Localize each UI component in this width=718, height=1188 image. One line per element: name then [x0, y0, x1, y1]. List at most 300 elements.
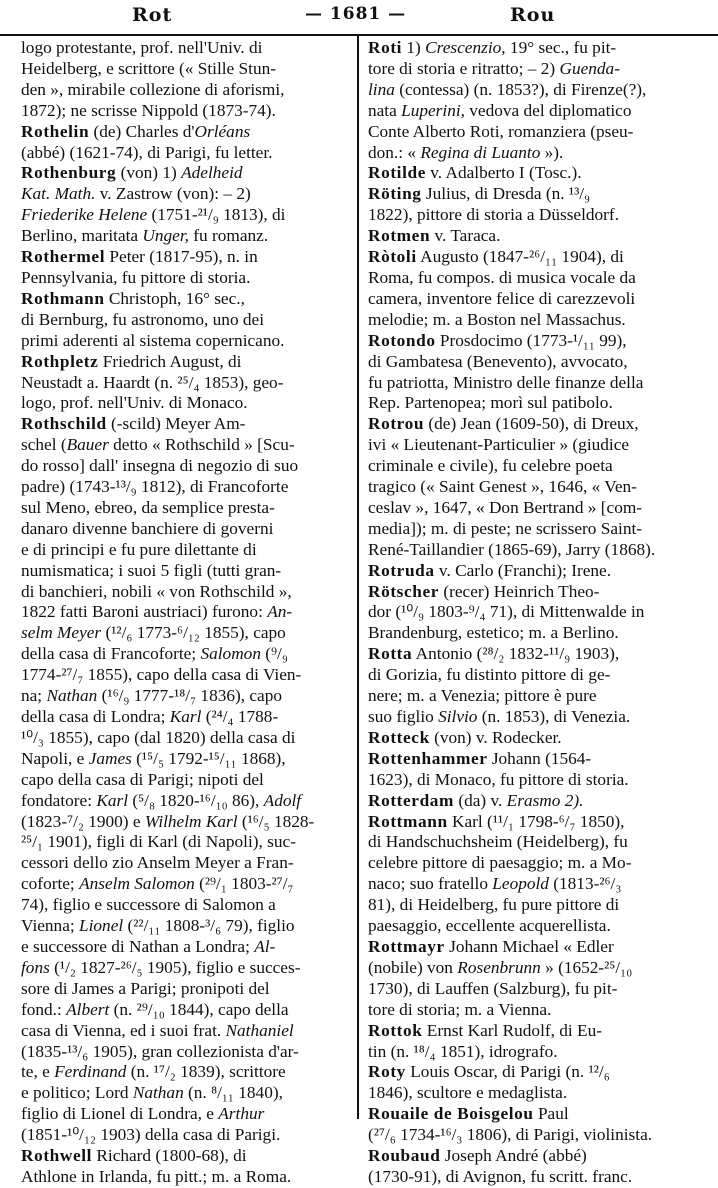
text-line: [368, 937, 698, 958]
italic-text: James: [88, 748, 132, 768]
text-line: [368, 38, 698, 59]
body-text: Pennsylvania, fu pittore di storia.: [21, 267, 251, 287]
entry-headword: Rothschild: [21, 414, 107, 434]
body-text: 19° sec., fu pit-: [505, 38, 617, 57]
body-text: fondatore:: [21, 790, 97, 810]
body-text: (de) Charles d': [89, 121, 195, 141]
italic-text: Anselm Salomon: [79, 874, 195, 894]
text-line: [21, 289, 349, 310]
body-text: (¹⁵/₅ 1792-¹⁵/₁₁ 1868),: [131, 748, 286, 768]
page-header: [0, 0, 718, 36]
body-text: (1813-²⁶/₃: [548, 874, 622, 894]
text-line: [21, 832, 349, 853]
body-text: (1751-²¹/₉ 1813), di: [147, 205, 286, 225]
body-text: 1872); ne scrisse Nippold (1873-74).: [21, 100, 276, 120]
text-line: [21, 979, 349, 1000]
text-line: [368, 791, 698, 812]
text-line: [21, 414, 349, 435]
italic-text: Silvio: [438, 707, 478, 726]
text-line: [368, 623, 698, 644]
italic-text: Kat. Math.: [21, 184, 96, 204]
header-left-keyword: Rot: [132, 4, 173, 26]
italic-text: Adelheid: [181, 163, 243, 183]
body-text: Karl (¹¹/₁ 1798-⁶/₇ 1850),: [447, 811, 625, 831]
body-text: di banchieri, nobili « von Rothschild »,: [21, 581, 292, 601]
body-text: (1730-91), di Avignon, fu scritt. franc.: [368, 1166, 633, 1186]
body-text: 1730), di Lauffen (Salzburg), fu pit-: [368, 978, 618, 998]
body-text: Heidelberg, e scrittore (« Stille Stun-: [21, 58, 276, 78]
text-line: [21, 205, 349, 226]
body-text: vedova del diplomatico: [464, 100, 632, 120]
body-text: Antonio (²⁸/₂ 1832-¹¹/₉ 1903),: [412, 644, 620, 664]
body-text: 81), di Heidelberg, fu pure pittore di: [368, 895, 620, 915]
text-line: [368, 749, 698, 770]
text-line: [21, 791, 349, 812]
left-column: [21, 38, 349, 1188]
italic-text: Guenda-: [559, 58, 620, 78]
body-text: (²⁹/₁ 1803-²⁷/₇: [194, 874, 294, 894]
text-line: [368, 80, 698, 101]
entry-headword: Rottok: [368, 1020, 423, 1040]
italic-text: Leopold: [492, 874, 549, 894]
body-text: sul Meno, ebreo, da semplice presta-: [21, 497, 275, 517]
text-line: [368, 498, 698, 519]
body-text: Napoli, e: [21, 748, 89, 768]
body-text: schel (: [21, 435, 67, 455]
body-text: Johann Michael « Edler: [444, 936, 614, 956]
entry-headword: Roubaud: [368, 1146, 441, 1166]
text-line: [21, 561, 349, 582]
entry-headword: Rothmann: [21, 288, 105, 308]
text-line: [21, 80, 349, 101]
body-text: logo protestante, prof. nell'Univ. di: [21, 38, 263, 57]
body-text: v. Zastrow (von): – 2): [95, 184, 251, 204]
text-line: [368, 101, 698, 122]
body-text: e di principi e fu pure dilettante di: [21, 539, 257, 559]
body-text: 1623), di Monaco, fu pittore di storia.: [368, 769, 629, 789]
text-line: [21, 602, 349, 623]
text-line: [368, 916, 698, 937]
body-text: (²⁴/₄ 1788-: [201, 707, 279, 726]
italic-text: Adolf: [263, 790, 302, 810]
text-line: [368, 665, 698, 686]
text-line: [368, 1083, 698, 1104]
text-line: [368, 832, 698, 853]
body-text: Neustadt a. Haardt (n. ²⁵/₄ 1853), geo-: [21, 372, 284, 392]
entry-headword: Rottmann: [368, 811, 448, 831]
italic-text: Regina di Luanto: [420, 142, 541, 162]
body-text: 1822), pittore di storia a Düsseldorf.: [368, 205, 620, 225]
body-text: v. Taraca.: [430, 226, 501, 246]
body-text: Richard (1800-68), di: [92, 1146, 247, 1166]
italic-text: Arthur: [218, 1104, 265, 1124]
text-line: [368, 1062, 698, 1083]
text-line: [21, 226, 349, 247]
entry-headword: Rotmen: [368, 226, 431, 246]
text-line: [368, 477, 698, 498]
entry-headword: Rotrou: [368, 414, 425, 434]
text-line: [368, 812, 698, 833]
text-line: [21, 644, 349, 665]
body-text: Joseph André (abbé): [440, 1146, 587, 1166]
body-text: (von) v. Rodecker.: [429, 727, 562, 747]
text-line: [21, 247, 349, 268]
body-text: logo, prof. nell'Univ. di Monaco.: [21, 393, 248, 413]
italic-text: Luperini,: [401, 100, 465, 120]
body-text: (⁹/₉: [260, 644, 288, 664]
italic-text: Erasmo 2).: [506, 790, 584, 810]
text-line: [368, 1000, 698, 1021]
body-text: tin (n. ¹⁸/₄ 1851), idrografo.: [368, 1041, 558, 1061]
body-text: (recer) Heinrich Theo-: [439, 581, 600, 601]
body-text: (contessa) (n. 1853?), di Firenze(?),: [394, 79, 647, 99]
text-line: [21, 435, 349, 456]
text-line: [21, 1146, 349, 1167]
body-text: Friedrich August, di: [98, 351, 242, 371]
text-line: [368, 59, 698, 80]
text-line: [21, 101, 349, 122]
italic-text: Albert: [66, 999, 110, 1019]
body-text: Conte Alberto Roti, romanziera (pseu-: [368, 121, 634, 141]
text-line: [21, 853, 349, 874]
body-text: Augusto (1847-²⁶/₁₁ 1904), di: [416, 247, 624, 267]
body-text: Peter (1817-95), n. in: [105, 247, 258, 267]
body-text: Johann (1564-: [487, 748, 592, 768]
body-text: 1): [402, 38, 426, 57]
text-line: [368, 707, 698, 728]
italic-text: Nathan: [132, 1083, 184, 1103]
text-line: [368, 1021, 698, 1042]
text-line: [368, 414, 698, 435]
text-line: [21, 331, 349, 352]
body-text: (²²/₁₁ 1808-³/₆ 79), figlio: [123, 916, 295, 936]
text-line: [21, 916, 349, 937]
body-text: 1846), scultore e medaglista.: [368, 1083, 568, 1103]
text-line: [368, 540, 698, 561]
text-line: [21, 770, 349, 791]
text-line: [368, 143, 698, 164]
text-line: [21, 623, 349, 644]
text-line: [21, 874, 349, 895]
text-line: [21, 540, 349, 561]
body-text: » (1652-²⁵/₁₀: [540, 957, 633, 977]
text-line: [21, 393, 349, 414]
body-text: (¹²/₆ 1773-⁶/₁₂ 1855), capo: [101, 623, 286, 643]
text-line: [368, 853, 698, 874]
text-line: [368, 582, 698, 603]
entry-headword: Röting: [368, 184, 422, 204]
body-text: Louis Oscar, di Parigi (n. ¹²/₆: [405, 1062, 610, 1082]
body-text: 74), figlio e successore di Salomon a: [21, 895, 276, 915]
text-line: [21, 163, 349, 184]
entry-headword: Rotondo: [368, 330, 436, 350]
text-line: [368, 184, 698, 205]
body-text: ivi « Lieutenant-Particulier » (giudice: [368, 435, 630, 455]
italic-text: Friederike Helene: [21, 205, 148, 225]
entry-headword: Rouaile de Boisgelou: [368, 1104, 534, 1124]
body-text: te, e: [21, 1062, 55, 1082]
body-text: v. Adalberto I (Tosc.).: [425, 163, 582, 183]
text-line: [368, 122, 698, 143]
body-text: coforte;: [21, 874, 80, 894]
text-line: [21, 477, 349, 498]
text-line: [21, 59, 349, 80]
text-line: [368, 686, 698, 707]
text-line: [21, 707, 349, 728]
body-text: (nobile) von: [368, 957, 458, 977]
text-line: [21, 310, 349, 331]
text-line: [368, 393, 698, 414]
body-text: celebre pittore di paesaggio; m. a Mo-: [368, 853, 632, 873]
page-number: — 1681 —: [305, 4, 407, 24]
body-text: camera, inventore felice di carezzevoli: [368, 288, 636, 308]
text-line: [21, 352, 349, 373]
body-text: di Bernburg, fu astronomo, uno dei: [21, 309, 265, 329]
body-text: Brandenburg, estetico; m. a Berlino.: [368, 623, 619, 643]
text-line: [368, 352, 698, 373]
entry-headword: Rothpletz: [21, 351, 99, 371]
text-line: [368, 958, 698, 979]
body-text: naco; suo fratello: [368, 874, 493, 894]
body-text: Ernst Karl Rudolf, di Eu-: [422, 1020, 602, 1040]
body-text: (n. ¹⁷/₂ 1839), scrittore: [126, 1062, 286, 1082]
cut-off-bottom-line: [0, 1120, 718, 1133]
text-line: [368, 373, 698, 394]
italic-text: An-: [267, 602, 293, 622]
text-line: [21, 937, 349, 958]
body-text: suo figlio: [368, 707, 439, 726]
entry-headword: Roty: [368, 1062, 406, 1082]
italic-text: Nathan: [46, 686, 98, 706]
entry-headword: Ròtoli: [368, 247, 417, 267]
italic-text: Orléans: [194, 121, 251, 141]
italic-text: Crescenzio,: [425, 38, 506, 57]
text-line: [21, 582, 349, 603]
text-line: [21, 1167, 349, 1188]
text-line: [368, 435, 698, 456]
body-text: den », mirabile collezione di aforismi,: [21, 79, 285, 99]
right-column: [368, 38, 698, 1188]
body-text: (¹/₂ 1827-²⁶/₅ 1905), figlio e succes-: [49, 957, 301, 977]
entry-headword: Rotteck: [368, 727, 430, 747]
body-text: casa di Vienna, ed i suoi frat.: [21, 1020, 226, 1040]
body-text: (abbé) (1621-74), di Parigi, fu letter.: [21, 142, 273, 162]
body-text: ¹⁰/₃ 1855), capo (dal 1820) della casa di: [21, 727, 296, 747]
text-line: [368, 644, 698, 665]
body-text: tore di storia; m. a Vienna.: [368, 999, 552, 1019]
entry-headword: Rothelin: [21, 121, 90, 141]
entry-headword: Rotta: [368, 644, 413, 664]
text-line: [368, 519, 698, 540]
text-line: [368, 268, 698, 289]
italic-text: Al-: [254, 936, 276, 956]
text-line: [368, 289, 698, 310]
text-line: [368, 770, 698, 791]
text-line: [368, 602, 698, 623]
italic-text: Lionel: [79, 916, 124, 936]
body-text: cessori dello zio Anselm Meyer a Fran-: [21, 853, 294, 873]
entry-headword: Roti: [368, 38, 403, 57]
text-line: [21, 686, 349, 707]
body-text: danaro divenne banchiere di governi: [21, 518, 274, 538]
italic-text: Rosenbrunn: [457, 957, 541, 977]
entry-headword: Rothermel: [21, 247, 106, 267]
body-text: Paul: [533, 1104, 569, 1124]
text-line: [368, 561, 698, 582]
body-text: (1851-¹⁰/₁₂ 1903) della casa di Parigi.: [21, 1125, 281, 1145]
body-text: figlio di Lionel di Londra, e: [21, 1104, 219, 1124]
body-text: dor (¹⁰/₉ 1803-⁹/₄ 71), di Mittenwalde in: [368, 602, 645, 622]
text-line: [21, 895, 349, 916]
italic-text: Karl: [96, 790, 129, 810]
body-text: di Handschuchsheim (Heidelberg), fu: [368, 832, 628, 852]
italic-text: Bauer: [66, 435, 109, 455]
text-line: [21, 1083, 349, 1104]
body-text: na;: [21, 686, 47, 706]
body-text: di Gambatesa (Benevento), avvocato,: [368, 351, 628, 371]
body-text: melodie; m. a Boston nel Massachus.: [368, 309, 626, 329]
text-line: [21, 122, 349, 143]
text-line: [21, 958, 349, 979]
italic-text: Karl: [169, 707, 202, 726]
text-line: [368, 895, 698, 916]
text-line: [21, 456, 349, 477]
entry-headword: Rotruda: [368, 560, 435, 580]
text-line: [21, 268, 349, 289]
body-text: (1835-¹³/₆ 1905), gran collezionista d'ar-: [21, 1041, 299, 1061]
body-text: ²⁵/₁ 1901), figli di Karl (di Napoli), suc-: [21, 832, 296, 852]
body-text: fu patriotta, Ministro delle finanze della: [368, 372, 644, 392]
entry-headword: Rottenhammer: [368, 748, 488, 768]
body-text: nata: [368, 100, 402, 120]
body-text: numismatica; i suoi 5 figli (tutti gran-: [21, 560, 282, 580]
body-text: (¹⁶/₉ 1777-¹⁸/₇ 1836), capo: [97, 686, 283, 706]
body-text: (n. ²⁹/₁₀ 1844), capo della: [109, 999, 289, 1019]
text-line: [368, 1042, 698, 1063]
text-line: [21, 1021, 349, 1042]
text-line: [368, 310, 698, 331]
italic-text: Ferdinand: [54, 1062, 127, 1082]
text-line: [21, 38, 349, 59]
text-line: [368, 728, 698, 749]
italic-text: selm Meyer: [21, 623, 102, 643]
body-text: fu romanz.: [188, 226, 269, 246]
body-text: padre) (1743-¹³/₉ 1812), di Francoforte: [21, 477, 289, 497]
body-text: don.: «: [368, 142, 421, 162]
body-text: nere; m. a Venezia; pittore è pure: [368, 686, 597, 706]
body-text: criminale e civile), fu celebre poeta: [368, 456, 613, 476]
text-line: [368, 226, 698, 247]
body-text: detto « Rothschild » [Scu-: [108, 435, 295, 455]
italic-text: fons: [21, 957, 50, 977]
text-line: [368, 1167, 698, 1188]
text-line: [21, 1000, 349, 1021]
body-text: »).: [540, 142, 564, 162]
text-line: [21, 1042, 349, 1063]
text-line: [368, 331, 698, 352]
entry-headword: Rotterdam: [368, 790, 455, 810]
body-text: Athlone in Irlanda, fu pitt.; m. a Roma.: [21, 1166, 292, 1186]
body-text: do rosso] dall' insegna di negozio di suo: [21, 456, 299, 476]
text-line: [21, 143, 349, 164]
text-line: [21, 728, 349, 749]
body-text: (⁵/₈ 1820-¹⁶/₁₀ 86),: [128, 790, 264, 810]
header-right-keyword: Rou: [510, 4, 556, 26]
body-text: Prosdocimo (1773-¹/₁₁ 99),: [435, 330, 627, 350]
text-line: [368, 456, 698, 477]
body-text: (¹⁶/₅ 1828-: [237, 811, 315, 831]
body-text: capo della casa di Parigi; nipoti del: [21, 769, 264, 789]
text-line: [21, 498, 349, 519]
body-text: Julius, di Dresda (n. ¹³/₉: [421, 184, 591, 204]
text-line: [21, 373, 349, 394]
body-text: (da) v.: [454, 790, 507, 810]
body-text: ceslav », 1647, « Don Bertrand » [com-: [368, 497, 643, 517]
entry-headword: Rottmayr: [368, 936, 445, 956]
body-text: Vienna;: [21, 916, 79, 936]
body-text: René-Taillandier (1865-69), Jarry (1868).: [368, 539, 656, 559]
body-text: (n. 1853), di Venezia.: [477, 707, 631, 726]
body-text: sore di James a Parigi; pronipoti del: [21, 978, 270, 998]
body-text: primi aderenti al sistema copernicano.: [21, 330, 285, 350]
body-text: v. Carlo (Franchi); Irene.: [434, 560, 612, 580]
text-line: [21, 749, 349, 770]
italic-text: Nathaniel: [225, 1020, 294, 1040]
body-text: (n. ⁸/₁₁ 1840),: [183, 1083, 283, 1103]
body-text: Berlino, maritata: [21, 226, 143, 246]
body-text: Christoph, 16° sec.,: [104, 288, 245, 308]
body-text: tragico (« Saint Genest », 1646, « Ven-: [368, 477, 637, 497]
text-line: [21, 519, 349, 540]
body-text: paesaggio, eccellente acquerellista.: [368, 916, 611, 936]
text-line: [368, 979, 698, 1000]
italic-text: lina: [368, 79, 395, 99]
body-text: della casa di Londra;: [21, 707, 170, 726]
body-text: fond.:: [21, 999, 67, 1019]
body-text: della casa di Francoforte;: [21, 644, 201, 664]
column-divider: [357, 34, 359, 1119]
entry-headword: Rotilde: [368, 163, 426, 183]
italic-text: Salomon: [200, 644, 261, 664]
body-text: e politico; Lord: [21, 1083, 133, 1103]
body-text: Roma, fu compos. di musica vocale da: [368, 267, 636, 287]
text-line: [21, 184, 349, 205]
text-line: [368, 874, 698, 895]
body-text: (-scild) Meyer Am-: [106, 414, 246, 434]
body-text: (von) 1): [116, 163, 182, 183]
text-line: [368, 205, 698, 226]
italic-text: Wilhelm Karl: [144, 811, 238, 831]
body-text: di Gorizia, fu distinto pittore di ge-: [368, 665, 611, 685]
text-line: [21, 665, 349, 686]
text-line: [368, 163, 698, 184]
body-text: (1823-⁷/₂ 1900) e: [21, 811, 145, 831]
body-text: tore di storia e ritratto; – 2): [368, 58, 560, 78]
entry-headword: Rötscher: [368, 581, 440, 601]
text-line: [368, 1146, 698, 1167]
body-text: 1774-²⁷/₇ 1855), capo della casa di Vien-: [21, 665, 302, 685]
entry-headword: Rothenburg: [21, 163, 117, 183]
text-line: [368, 247, 698, 268]
body-text: media]); m. di peste; ne scrissero Saint-: [368, 518, 643, 538]
italic-text: Unger,: [142, 226, 189, 246]
body-text: (²⁷/₆ 1734-¹⁶/₃ 1806), di Parigi, violinista.: [368, 1125, 653, 1145]
text-line: [21, 1062, 349, 1083]
body-text: e successore di Nathan a Londra;: [21, 936, 255, 956]
entry-headword: Rothwell: [21, 1146, 93, 1166]
body-text: 1822 fatti Baroni austriaci) furono:: [21, 602, 268, 622]
body-text: (de) Jean (1609-50), di Dreux,: [424, 414, 639, 434]
